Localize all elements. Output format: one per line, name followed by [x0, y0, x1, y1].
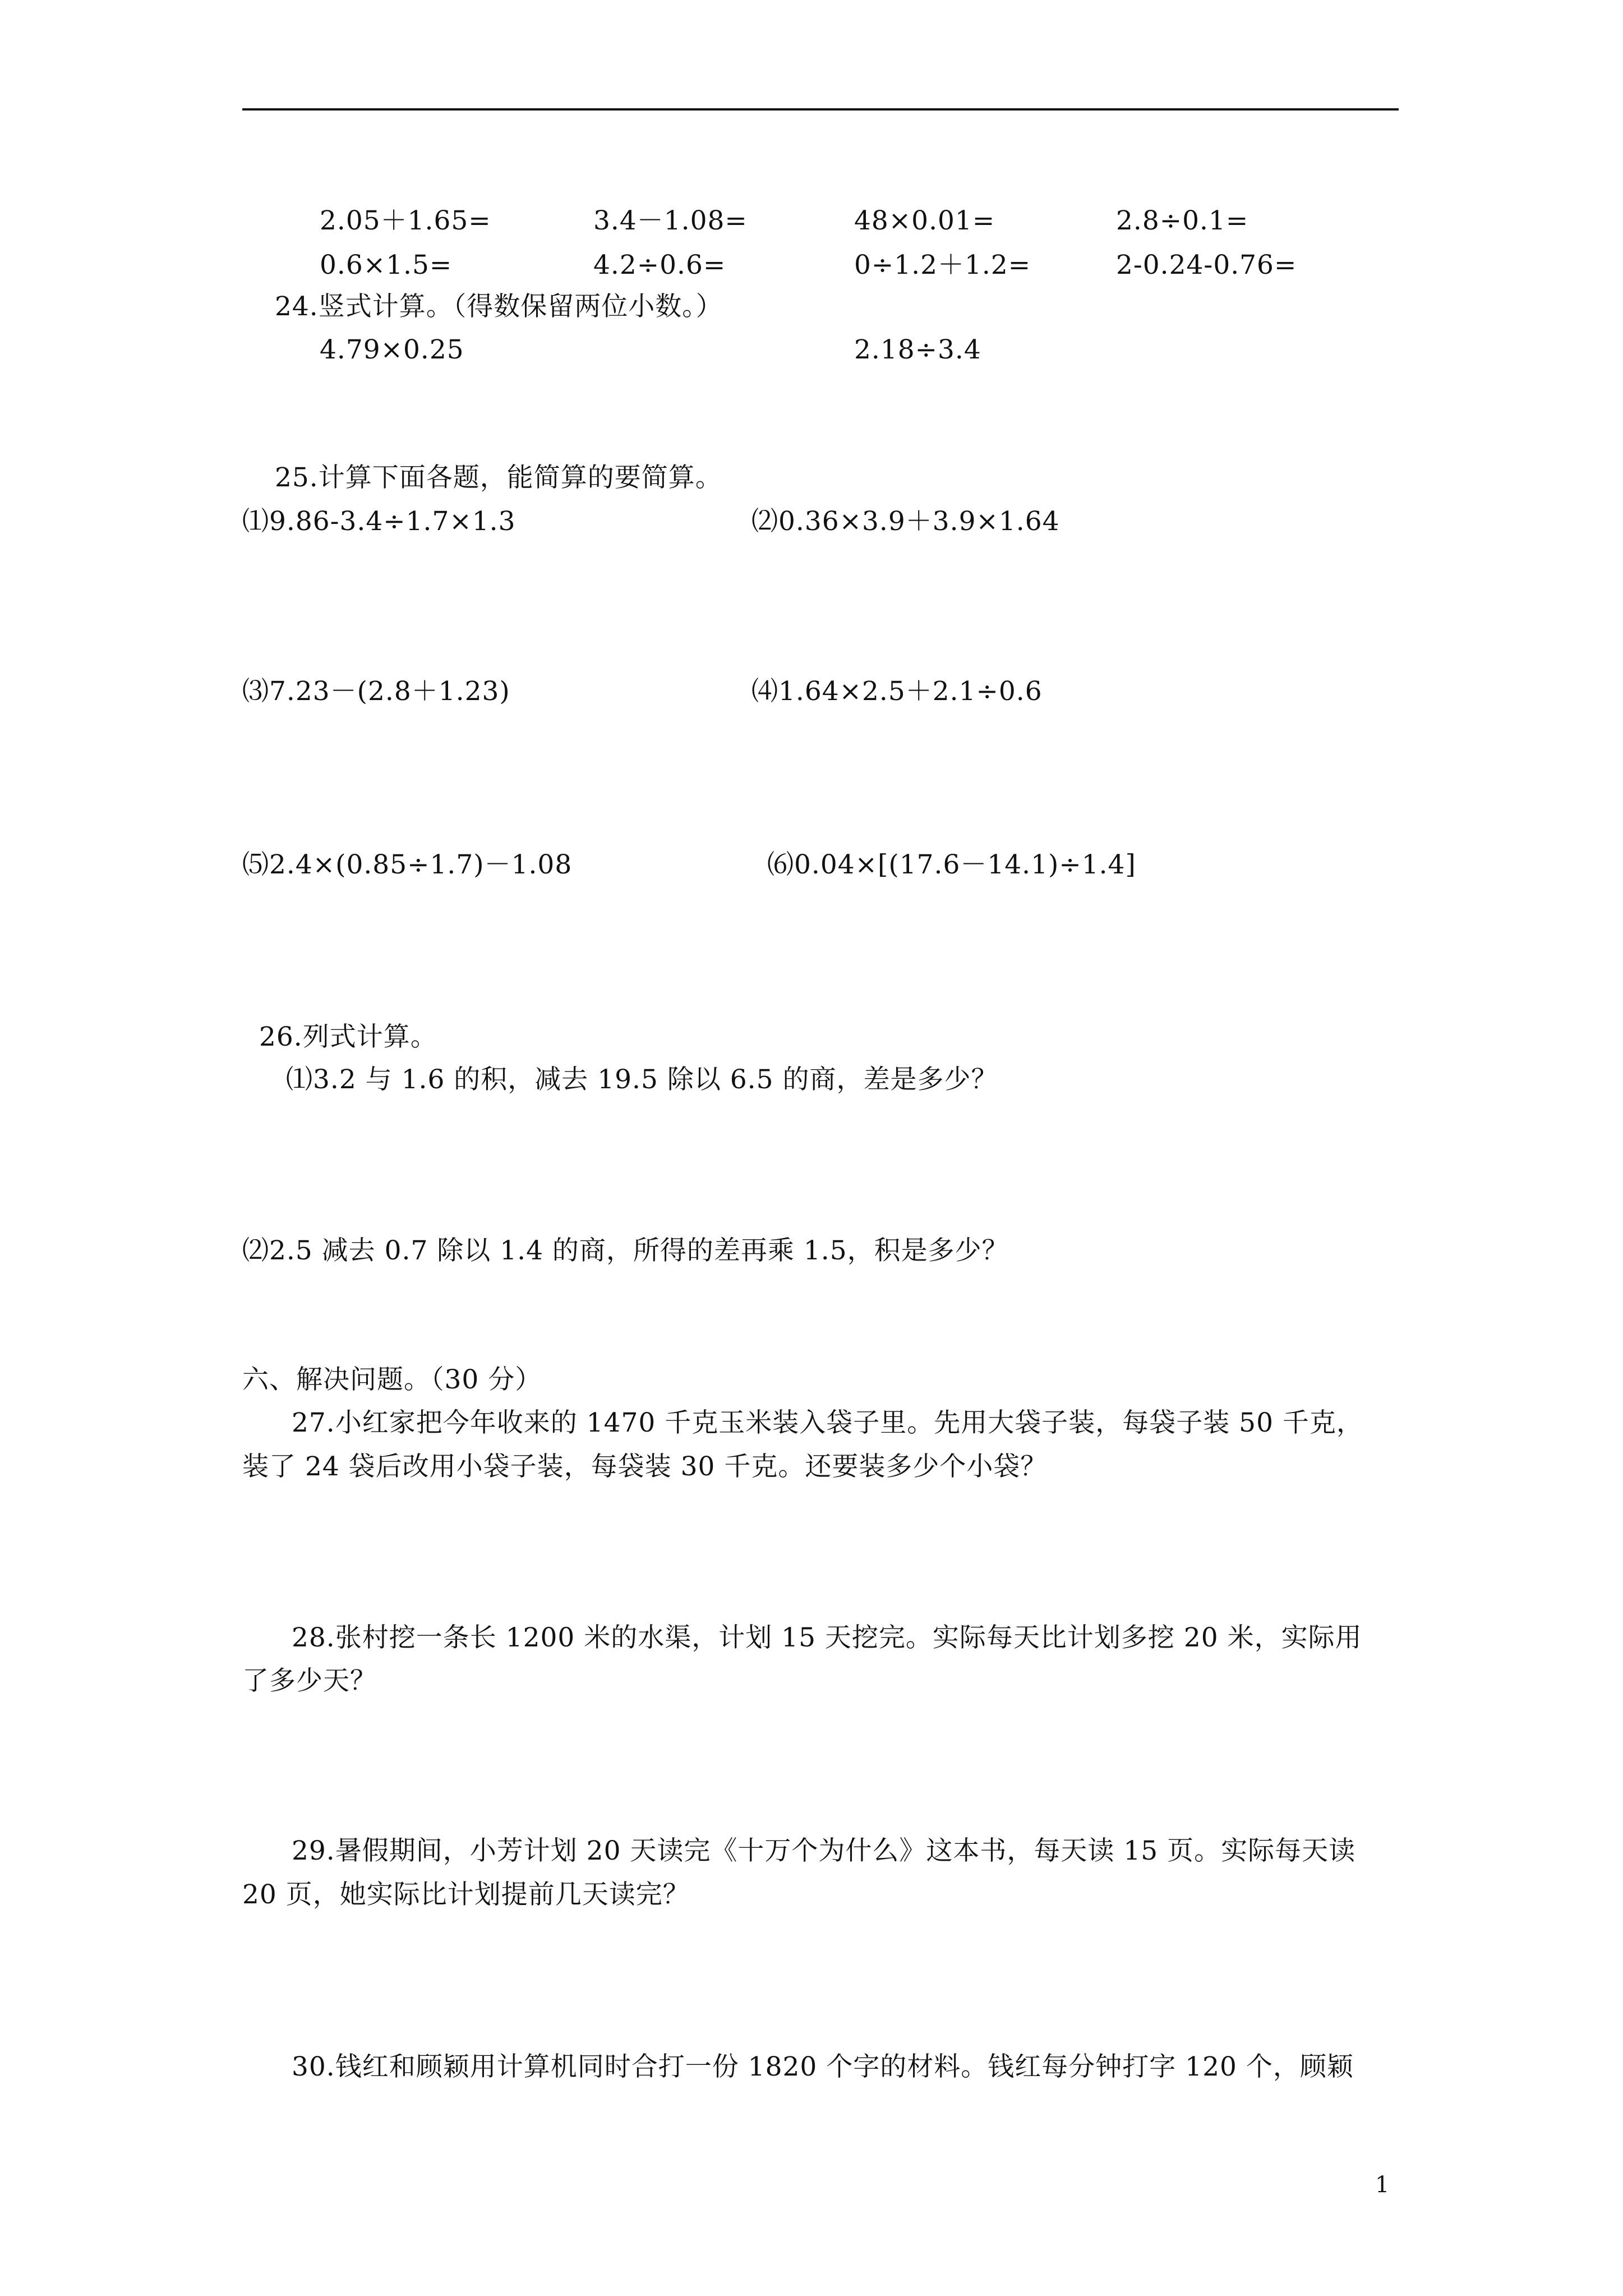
question-27-line: 装了 24 袋后改用小袋子装，每袋装 30 千克。还要装多少个小袋？ — [242, 1451, 1048, 1482]
question-25-title: 25.计算下面各题，能简算的要简算。 — [275, 462, 722, 493]
question-28-line: 了多少天？ — [242, 1665, 377, 1696]
oral-item: 3.4－1.08= — [593, 205, 748, 236]
question-26-item: ⑴3.2 与 1.6 的积，减去 19.5 除以 6.5 的商，差是多少？ — [286, 1064, 998, 1095]
oral-item: 48×0.01= — [854, 205, 995, 236]
oral-item: 0÷1.2＋1.2= — [854, 250, 1031, 280]
question-25-item: ⑵0.36×3.9＋3.9×1.64 — [751, 506, 1060, 537]
question-25-item: ⑸2.4×(0.85÷1.7)－1.08 — [242, 849, 573, 880]
oral-item: 2-0.24-0.76= — [1116, 250, 1297, 280]
oral-item: 4.2÷0.6= — [593, 250, 726, 280]
question-30-line: 30.钱红和顾颖用计算机同时合打一份 1820 个字的材料。钱红每分钟打字 120 个，顾颖 — [292, 2051, 1354, 2082]
question-24-item: 4.79×0.25 — [320, 334, 464, 365]
oral-item: 0.6×1.5= — [320, 250, 453, 280]
question-29-line: 29.暑假期间，小芳计划 20 天读完《十万个为什么》这本书，每天读 15 页。实际每天读 — [292, 1835, 1356, 1866]
question-25-item: ⑹0.04×[(17.6－14.1)÷1.4] — [767, 849, 1136, 880]
question-26-title: 26.列式计算。 — [259, 1022, 437, 1052]
question-25-item: ⑶7.23－(2.8＋1.23) — [242, 676, 510, 707]
question-27-line: 27.小红家把今年收来的 1470 千克玉米装入袋子里。先用大袋子装，每袋子装 50 千克， — [292, 1407, 1363, 1438]
page-number: 1 — [1375, 2172, 1390, 2198]
question-28-line: 28.张村挖一条长 1200 米的水渠，计划 15 天挖完。实际每天比计划多挖 20 米，实际用 — [292, 1622, 1362, 1653]
question-25-item: ⑴9.86-3.4÷1.7×1.3 — [242, 506, 516, 537]
question-26-item: ⑵2.5 减去 0.7 除以 1.4 的商，所得的差再乘 1.5，积是多少？ — [242, 1235, 1009, 1266]
header-rule — [242, 108, 1399, 111]
question-24-title: 24.竖式计算。（得数保留两位小数。） — [275, 291, 723, 322]
question-29-line: 20 页，她实际比计划提前几天读完？ — [242, 1879, 690, 1910]
oral-item: 2.8÷0.1= — [1116, 205, 1249, 236]
question-25-item: ⑷1.64×2.5＋2.1÷0.6 — [751, 676, 1043, 707]
section-6-title: 六、解决问题。（30 分） — [242, 1364, 542, 1395]
question-24-item: 2.18÷3.4 — [854, 334, 981, 365]
oral-item: 2.05＋1.65= — [320, 205, 491, 236]
